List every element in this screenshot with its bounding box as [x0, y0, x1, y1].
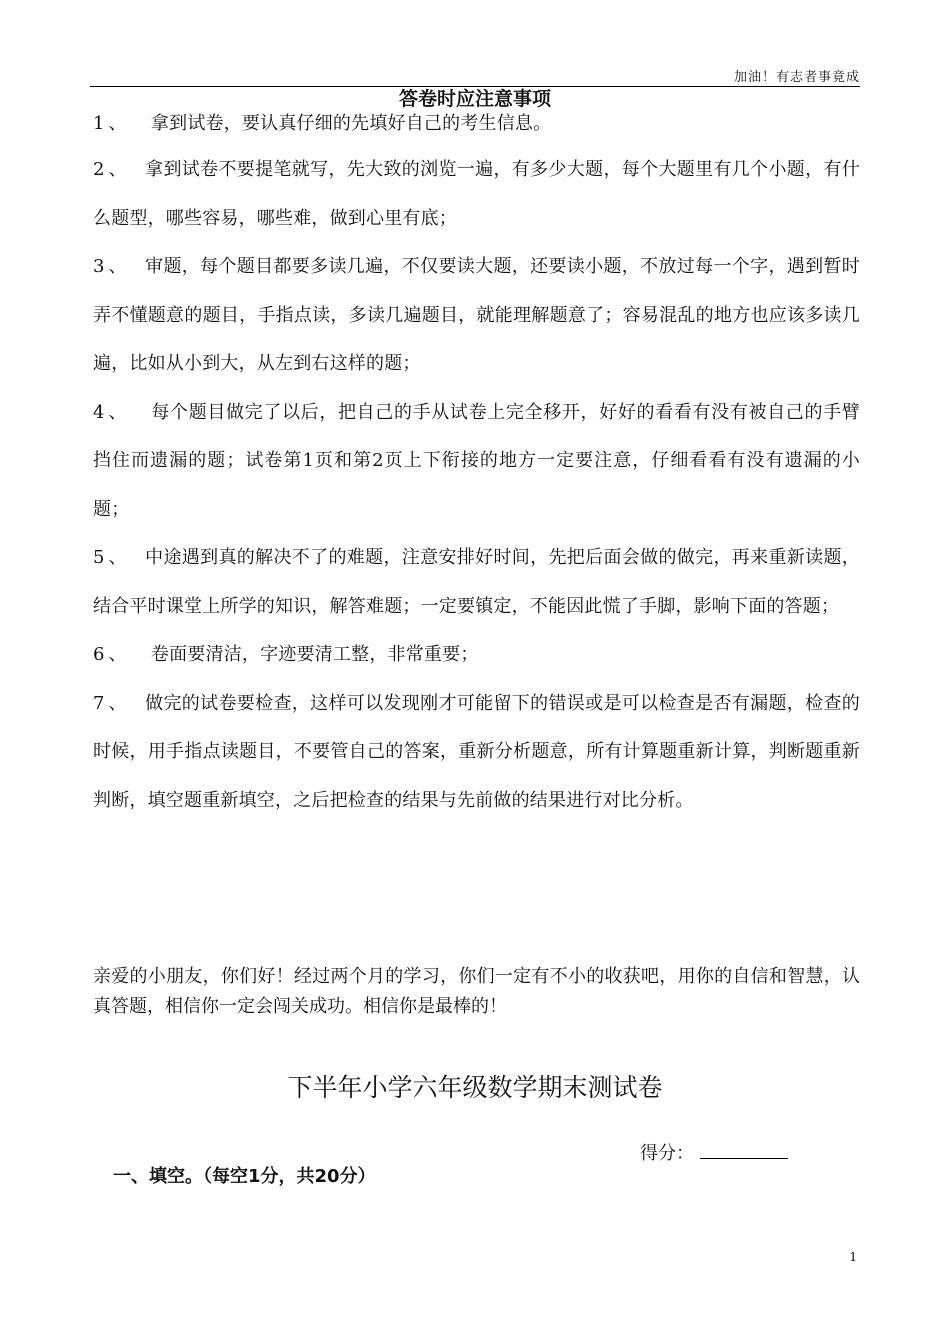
notice-item-text: 卷面要清洁，字迹要清工整，非常重要； [145, 644, 479, 665]
notice-title: 答卷时应注意事项 [398, 88, 551, 110]
score-label: 得分： [640, 1143, 694, 1164]
notice-item-number: 4、 [93, 401, 131, 423]
header-motto: 加油！有志者事竟成 [733, 70, 860, 85]
notice-item-number: 6、 [93, 644, 131, 665]
notice-item [93, 146, 860, 243]
notice-item-number: 1、 [93, 113, 131, 134]
exam-title: 下半年小学六年级数学期末测试卷 [287, 1073, 663, 1102]
score-field [640, 1140, 788, 1168]
notice-item [93, 110, 860, 138]
notice-list [93, 110, 860, 825]
notice-item-text: 做完的试卷要检查，这样可以发现刚才可能留下的错误或是可以检查是否有漏题，检查的时候，用手指点读题目，不要管自己的答案，重新分析题意，所有计算题重新计算，判断题重新判断，填空题重新填空，之后把检查的结果与先前做的结果进行对比分析。 [93, 692, 860, 811]
notice-item [93, 631, 860, 680]
notice-item-text: 拿到试卷不要提笔就写，先大致的浏览一遍，有多少大题，每个大题里有几个小题，有什么题型，哪些容易，哪些难，做到心里有底； [93, 159, 860, 229]
score-blank[interactable] [700, 1140, 788, 1159]
notice-item [93, 389, 860, 535]
notice-item-text: 中途遇到真的解决不了的难题，注意安排好时间，先把后面会做的做完，再来重新读题，结合平时课堂上所学的知识，解答难题；一定要镇定，不能因此慌了手脚，影响下面的答题； [93, 547, 860, 617]
notice-item-number: 3、 [93, 256, 131, 277]
greeting-paragraph: 亲爱的小朋友，你们好！经过两个月的学习，你们一定有不小的收获吧，用你的自信和智慧，认真答题，相信你一定会闯关成功。相信你是最棒的！ [93, 966, 860, 1017]
page-number: 1 [849, 1250, 857, 1264]
notice-item [93, 680, 860, 826]
notice-item-text: 审题，每个题目都要多读几遍，不仅要读大题，还要读小题，不放过每一个字，遇到暂时弄不懂题意的题目，手指点读，多读几遍题目，就能理解题意了；容易混乱的地方也应该多读几遍，比如从小到大，从左到右这样的题； [93, 256, 860, 374]
notice-item-number: 5、 [93, 547, 131, 568]
notice-item-text: 拿到试卷，要认真仔细的先填好自己的考生信息。 [145, 113, 552, 134]
notice-item [93, 243, 860, 389]
notice-item-text: 每个题目做完了以后，把自己的手从试卷上完全移开，好好的看看有没有被自己的手臂挡住而遗漏的题；试卷第1页和第2页上下衔接的地方一定要注意，仔细看看有没有遗漏的小题； [93, 401, 860, 520]
notice-item [93, 534, 860, 631]
notice-item-number: 2、 [93, 159, 131, 180]
section-heading: 一、填空。（每空1分，共20分） [113, 1166, 376, 1187]
notice-item-number: 7、 [93, 692, 131, 714]
